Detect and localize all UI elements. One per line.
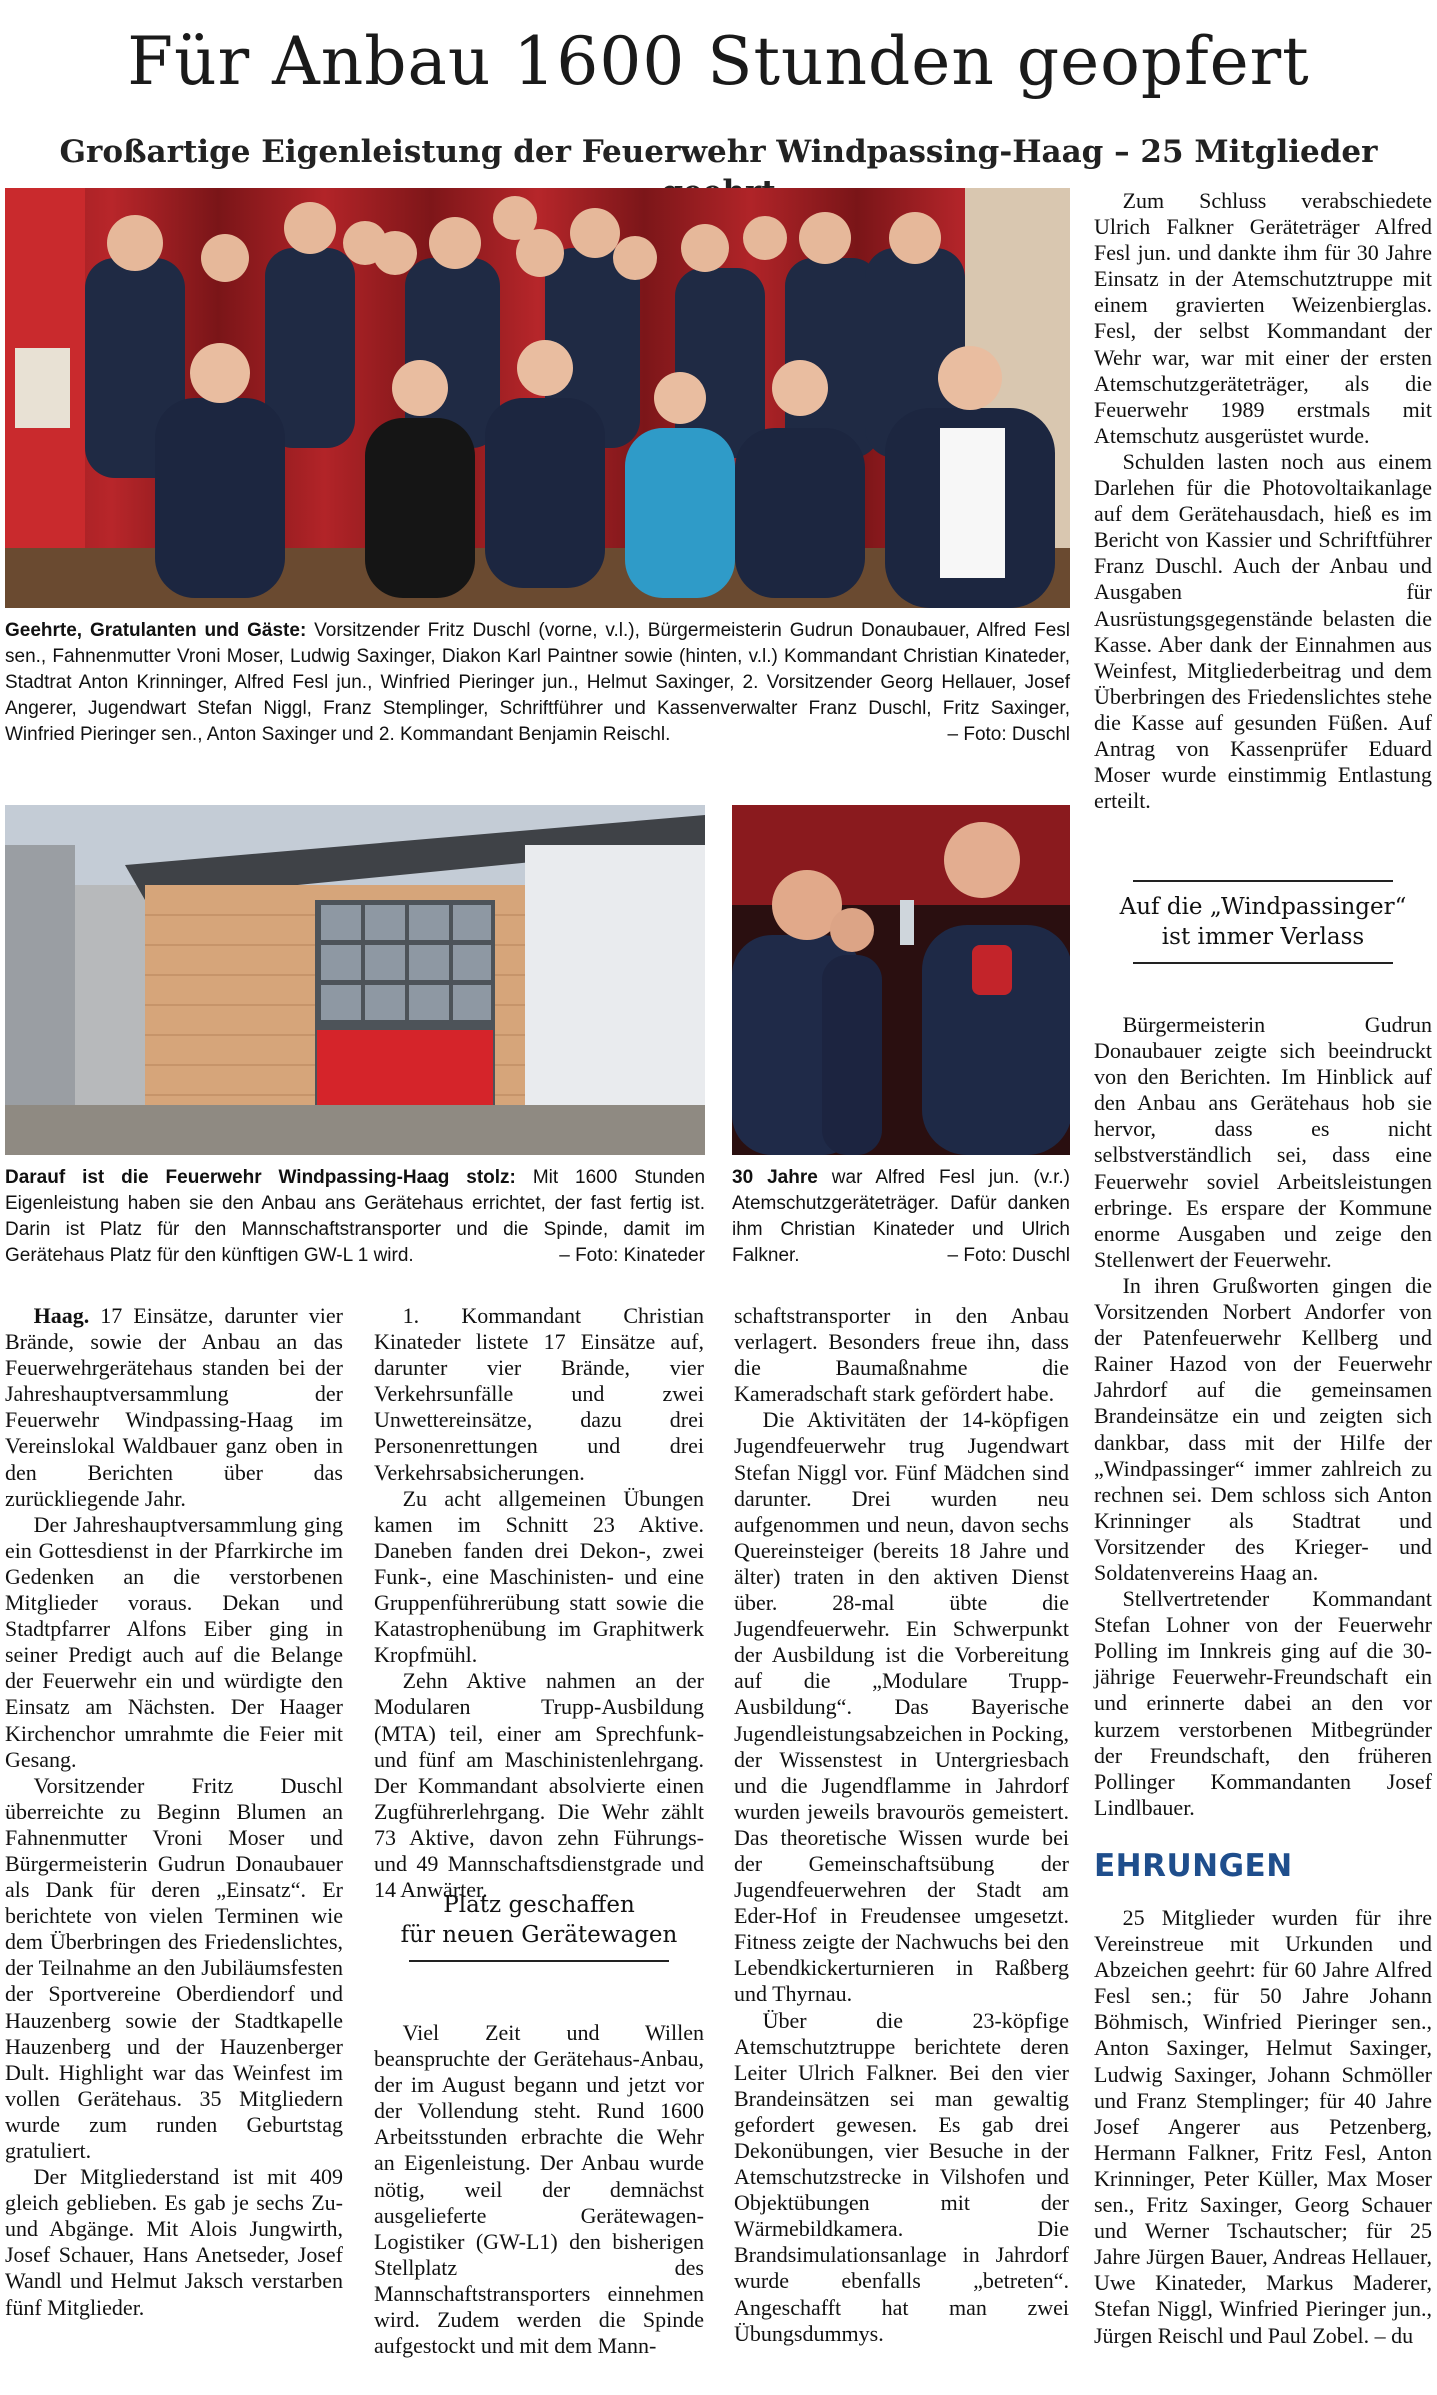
building-photo bbox=[5, 805, 705, 1155]
paragraph: 1. Kommandant Christian Kinateder listete 17 Einsätze auf, darunter vier Brände, vier Verkehrsunfälle und zwei Unwettereinsätze, dazu drei Personenrettungen und drei Verkehrsabsicherungen. bbox=[374, 1303, 704, 1485]
article-column-4 bbox=[1094, 188, 1432, 814]
paragraph: Bürgermeisterin Gudrun Donaubauer zeigte sich beeindruckt von den Berichten. Im Hinblick auf den Anbau ans Gerätehaus hob sie hervor, dass es nicht selbstverständlich sei, dass eine Feuerwehr soviel Arbeitsleistungen erbringe. Es erspare der Kommune enorme Ausgaben und zeige den Stellenwert der Feuerwehr. bbox=[1094, 1012, 1432, 1272]
subheading-line: ist immer Verlass bbox=[1161, 924, 1365, 950]
subheading-line: Platz geschaffen bbox=[443, 1892, 635, 1918]
caption-text: Vorsitzender Fritz Duschl (vorne, v.l.), Bürgermeisterin Gudrun Donaubauer, Alfred Fesl sen., Fahnenmutter Vroni Moser, Ludwig Saxinger, Diakon Karl Paintner sowie (hinten, v.l.) Kommandant Christian Kinateder, Stadtrat Anton Krinninger, Alfred Fesl jun., Winfried Pieringer jun., Helmut Saxinger, 2. Vorsitzender Georg Hellauer, Josef Angerer, Jugendwart Stefan Niggl, Franz Stemplinger, Schriftführer und Kassenverwalter Franz Duschl, Fritz Saxinger, Winfried Pieringer sen., Anton Saxinger und 2. Kommandant Benjamin Reischl. bbox=[5, 620, 1071, 745]
paragraph: Zehn Aktive nahmen an der Modularen Trupp-Ausbildung (MTA) teil, einer am Sprechfunk- und fünf am Maschinistenlehrgang. Der Kommandant absolvierte einen Zugführerlehrgang. Die Wehr zählt 73 Aktive, davon zehn Führungs- und 49 Mannschaftsdienstgrade und 14 Anwärter. bbox=[374, 1668, 704, 1903]
article-headline: Für Anbau 1600 Stunden geopfert bbox=[127, 23, 1310, 100]
subheading-line: für neuen Gerätewagen bbox=[400, 1922, 678, 1948]
paragraph-text: 17 Einsätze, darunter vier Brände, sowie der Anbau an das Feuerwehrgerätehaus standen bei der Jahreshauptversammlung der Feuerwehr Windpassing-Haag im Vereinslokal Waldbauer ganz oben in den Berichten über das zurückliegende Jahr. bbox=[5, 1303, 344, 1511]
subheading-verlass bbox=[1094, 880, 1432, 964]
divider bbox=[409, 1960, 669, 1962]
paragraph: Viel Zeit und Willen beanspruchte der Gerätehaus-Anbau, der im August begann und jetzt vor der Vollendung steht. Rund 1600 Arbeitsstunden erbrachte die Wehr an Eigenleistung. Der Anbau wurde nötig, weil der demnächst ausgelieferte Gerätewagen-Logistiker (GW-L1) den bisherigen Stellplatz des Mannschaftstransporters einnehmen wird. Zudem werden die Spinde aufgestockt und mit dem Mann- bbox=[374, 2020, 704, 2359]
photo-credit: – Foto: Duschl bbox=[947, 1245, 1070, 1266]
caption-text: Mit 1600 Stunden Eigenleistung haben sie den Anbau ans Gerätehaus errichtet, der fast fertig ist. Darin ist Platz für den Mannschaftstransporter und die Spinde, damit im Gerätehaus Platz für den künftigen GW-L 1 wird. bbox=[5, 1167, 706, 1266]
article-column-1 bbox=[5, 1303, 343, 2321]
divider bbox=[1133, 962, 1393, 964]
ehrungen-heading: EHRUNGEN bbox=[1094, 1848, 1293, 1884]
paragraph: Über die 23-köpfige Atemschutztruppe berichtete deren Leiter Ulrich Falkner. Bei den vier Brandeinsätzen sei man gewaltig gefordert gewesen. Es gab drei Dekonübungen, vier Besuche in der Atemschutzstrecke in Vilshofen und Objektübungen mit der Wärmebildkamera. Die Brandsimulationsanlage in Jahrdorf wurde ebenfalls „betreten“. Angeschafft hat man zwei Übungsdummys. bbox=[734, 2007, 1069, 2346]
subheading-platz bbox=[374, 1880, 704, 1962]
paragraph: Die Aktivitäten der 14-köpfigen Jugendfeuerwehr trug Jugendwart Stefan Niggl vor. Fünf Mädchen sind darunter. Drei wurden neu aufgenommen und neun, davon sechs Quereinsteiger (bereits 18 Jahre und älter) traten in den aktiven Dienst über. 28-mal übte die Jugendfeuerwehr. Ein Schwerpunkt der Ausbildung ist die Vorbereitung auf die „Modulare Trupp-Ausbildung“. Das Bayerische Jugendleistungsabzeichen in Pocking, der Wissenstest in Untergriesbach und die Jugendflamme in Jahrdorf wurden jeweils bravourös gemeistert. Das theoretische Wissen wurde bei der Gemeinschaftsübung der Jugendfeuerwehren der Stadt am Eder-Hof in Freudensee umgesetzt. Fitness zeigte der Nachwuchs bei den Lebendkickerturnieren in Raßberg und Thyrnau. bbox=[734, 1407, 1069, 2007]
dateline-place: Haag. bbox=[33, 1303, 90, 1328]
photo-credit: – Foto: Duschl bbox=[947, 724, 1070, 745]
article-column-3 bbox=[734, 1303, 1069, 2347]
article-column-2-continued bbox=[374, 2020, 704, 2359]
award-photo bbox=[732, 805, 1070, 1155]
paragraph: Schulden lasten noch aus einem Darlehen für die Photovoltaikanlage auf dem Gerätehausdach, hieß es im Bericht von Kassier und Schriftführer Franz Duschl. Auch der Anbau und Ausgaben für Ausrüstungsgegenstände belasten die Kasse. Aber dank der Einnahmen aus Weinfest, Mitgliederbeitrag und dem Überbringen des Friedenslichtes stehe die Kasse auf gesunden Füßen. Auf Antrag von Kassenprüfer Eduard Moser wurde einstimmig Entlastung erteilt. bbox=[1094, 448, 1432, 814]
paragraph: Stellvertretender Kommandant Stefan Lohner von der Feuerwehr Polling im Innkreis ging auf die 30-jährige Feuerwehr-Freundschaft ein und erinnerte dabei an den vor kurzem verstorbenen Mitbegründer der Freundschaft, den früheren Pollinger Kommandanten Josef Lindlbauer. bbox=[1094, 1586, 1432, 1820]
caption-lead: Geehrte, Gratulanten und Gäste: bbox=[5, 620, 307, 641]
caption-text: war Alfred Fesl jun. (v.r.) Atemschutzgeräteträger. Dafür danken ihm Christian Kinateder und Ulrich Falkner. bbox=[732, 1167, 1070, 1266]
article-column-2 bbox=[374, 1303, 704, 1903]
article-column-4-continued bbox=[1094, 1012, 1432, 1821]
paragraph: Der Jahreshauptversammlung ging ein Gottesdienst in der Pfarrkirche im Gedenken an die verstorbenen Mitglieder voraus. Dekan und Stadtpfarrer Alfons Eiber ging in seiner Predigt auch auf die Belange der Feuerwehr ein und würdigte den Einsatz am Nächsten. Der Haager Kirchenchor umrahmte die Feier mit Gesang. bbox=[5, 1511, 343, 1772]
paragraph: 25 Mitglieder wurden für ihre Vereinstreue mit Urkunden und Abzeichen geehrt: für 60 Jahre Alfred Fesl sen.; für 50 Jahre Johann Böhmisch, Winfried Pieringer sen., Anton Saxinger, Helmut Saxinger, Ludwig Saxinger, Johann Schmöller und Franz Stemplinger; für 40 Jahre Josef Angerer aus Petzenberg, Hermann Falkner, Fritz Fesl, Anton Krinninger, Peter Küller, Max Moser sen., Fritz Saxinger, Georg Schauer und Werner Tschautscher; für 25 Jahre Jürgen Bauer, Andreas Hellauer, Uwe Kinateder, Markus Maderer, Stefan Niggl, Winfried Pieringer jun., Jürgen Reischl und Paul Zobel. – du bbox=[1094, 1905, 1432, 2348]
article-subheadline: Großartige Eigenleistung der Feuerwehr Windpassing-Haag – 25 Mitglieder bbox=[59, 134, 1378, 170]
paragraph: Zu acht allgemeinen Übungen kamen im Schnitt 23 Aktive. Daneben fanden drei Dekon-, zwei Funk-, eine Maschinisten- und eine Gruppenführerübung statt sowie die Katastrophenübung im Graphitwerk Kropfmühl. bbox=[374, 1485, 704, 1668]
paragraph: Der Mitgliederstand ist mit 409 gleich geblieben. Es gab je sechs Zu- und Abgänge. Mit Alois Jungwirth, Josef Schauer, Hans Anetseder, Josef Wandl und Helmut Jaksch verstarben fünf Mitglieder. bbox=[5, 2164, 343, 2320]
paragraph: Zum Schluss verabschiedete Ulrich Falkner Geräteträger Alfred Fesl jun. und dankte ihm für 30 Jahre Einsatz in der Atemschutztruppe mit einem gravierten Weizenbierglas. Fesl, der selbst Kommandant der Wehr war, war mit einer der ersten Atemschutzgeräteträger, als die Feuerwehr 1989 erstmals mit Atemschutz ausgerüstet wurde. bbox=[1094, 188, 1432, 448]
paragraph: In ihren Grußworten gingen die Vorsitzenden Norbert Andorfer von der Patenfeuerwehr Kellberg und Rainer Hazod von der Feuerwehr Jahrdorf auf die gemeinsamen Brandeinsätze ein und zeigten sich dankbar, dass mit der Hilfe der „Windpassinger“ immer zahlreich zu rechnen sei. Dem schloss sich Anton Krinninger als Stadtrat und Vorsitzender des Krieger- und Soldatenvereins Haag an. bbox=[1094, 1272, 1432, 1585]
paragraph: schaftstransporter in den Anbau verlagert. Besonders freue ihn, dass die Baumaßnahme die Kameradschaft stark gefördert habe. bbox=[734, 1303, 1069, 1407]
photo-credit: – Foto: Kinateder bbox=[559, 1245, 705, 1266]
group-photo bbox=[5, 188, 1070, 608]
building-photo-caption bbox=[5, 1165, 705, 1269]
group-photo-caption bbox=[5, 618, 1070, 748]
caption-lead: 30 Jahre bbox=[732, 1167, 818, 1188]
paragraph bbox=[5, 1303, 343, 1512]
ehrungen-text bbox=[1094, 1905, 1432, 2349]
caption-lead: Darauf ist die Feuerwehr Windpassing-Haag stolz: bbox=[5, 1167, 516, 1188]
paragraph: Vorsitzender Fritz Duschl überreichte zu Beginn Blumen an Fahnenmutter Vroni Moser und Bürgermeisterin Gudrun Donaubauer als Dank für deren „Einsatz“. Er berichtete von vielen Terminen wie dem Überbringen des Friedenslichtes, der Teilnahme an den Jubiläumsfesten der Sportvereine Oberdiendorf und Hauzenberg sowie der Stadtkapelle Hauzenberg und der Hauzenberger Dult. Highlight war das Weinfest im vollen Gerätehaus. 35 Mitgliedern wurde zum runden Geburtstag gratuliert. bbox=[5, 1772, 343, 2163]
subheading-line: Auf die „Windpassinger“ bbox=[1119, 894, 1407, 920]
award-photo-caption bbox=[732, 1165, 1070, 1269]
